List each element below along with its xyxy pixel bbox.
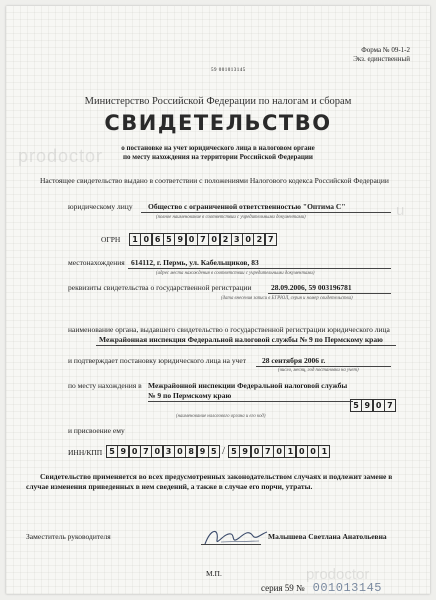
inn-kpp-separator: / bbox=[222, 445, 225, 457]
confirm-date: 28 сентября 2006 г. bbox=[262, 356, 326, 365]
entity-label: юридическому лицу bbox=[68, 202, 133, 211]
inn-digit: 5 bbox=[208, 445, 220, 458]
registration-hint: (дата внесения записи в ЕГРЮЛ, серия и номер свидетельства) bbox=[221, 296, 353, 301]
tax-code-digit: 9 bbox=[361, 399, 373, 412]
inn-digit: 8 bbox=[185, 445, 197, 458]
issuer-label: наименование органа, выдавшего свидетельство о государственной регистрации юридического лица bbox=[68, 325, 390, 334]
watermark-text-right: u bbox=[396, 202, 405, 219]
kpp-digit: 9 bbox=[239, 445, 251, 458]
place-value: Межрайонной инспекции Федеральной налоговой службы № 9 по Пермскому краю bbox=[148, 381, 353, 402]
stamp-place: М.П. bbox=[206, 569, 222, 578]
deputy-name: Малышева Светлана Анатольевна bbox=[268, 532, 387, 541]
ogrn-digit: 0 bbox=[140, 233, 152, 246]
document-title: СВИДЕТЕЛЬСТВО bbox=[104, 111, 332, 135]
subtitle-line-1: о постановке на учет юридического лица в налоговом органе bbox=[121, 144, 315, 152]
address-value: 614112, г. Пермь, ул. Кабельщиков, 83 bbox=[131, 258, 259, 267]
confirm-label: и подтверждает постановку юридического лица на учет bbox=[68, 356, 247, 365]
series-label: серия 59 № bbox=[261, 583, 305, 593]
inn-kpp-cells bbox=[106, 445, 330, 458]
ogrn-digit: 2 bbox=[220, 233, 232, 246]
ogrn-digit: 7 bbox=[265, 233, 277, 246]
confirm-hint: (число, месяц, год постановки на учет) bbox=[278, 368, 359, 373]
place-label: по месту нахождения в bbox=[68, 381, 142, 390]
inn-digit: 3 bbox=[163, 445, 175, 458]
kpp-digit: 0 bbox=[296, 445, 308, 458]
watermark-text-bottom: prodoctor bbox=[306, 566, 370, 583]
inn-digit: 0 bbox=[174, 445, 186, 458]
ogrn-label: ОГРН bbox=[101, 235, 121, 244]
kpp-digit: 0 bbox=[273, 445, 285, 458]
inn-digit: 7 bbox=[140, 445, 152, 458]
inn-digit: 9 bbox=[197, 445, 209, 458]
inn-digit: 0 bbox=[129, 445, 141, 458]
kpp-digit: 1 bbox=[318, 445, 330, 458]
ogrn-digit: 7 bbox=[197, 233, 209, 246]
place-hint: (наименование налогового органа и его код) bbox=[176, 414, 266, 419]
intro-text: Настоящее свидетельство выдано в соответствии с положениями Налогового кодекса Российской Федерации bbox=[40, 176, 389, 185]
ogrn-digit: 3 bbox=[231, 233, 243, 246]
inn-kpp-label: ИНН/КПП bbox=[68, 448, 103, 457]
entity-value: Общество с ограниченной ответственностью "Оптима С" bbox=[148, 202, 346, 211]
kpp-digit: 7 bbox=[262, 445, 274, 458]
kpp-digit: 5 bbox=[228, 445, 240, 458]
ogrn-cells bbox=[129, 233, 276, 246]
kpp-digit: 0 bbox=[307, 445, 319, 458]
address-label: местонахождения bbox=[68, 258, 125, 267]
registration-value: 28.09.2006, 59 003196781 bbox=[271, 283, 352, 292]
inn-cells bbox=[106, 445, 219, 458]
form-number-block bbox=[353, 46, 410, 64]
ministry-name: Министерство Российской Федерации по налогам и сборам bbox=[84, 96, 352, 107]
ogrn-digit: 5 bbox=[163, 233, 175, 246]
series-block bbox=[261, 581, 382, 595]
ogrn-digit: 0 bbox=[208, 233, 220, 246]
form-number: Форма № 09-1-2 bbox=[361, 46, 410, 54]
notice-text: Свидетельство применяется во всех предусмотренных законодательством случаях и подлежит замене в случае изменения приведенных в нем сведений, а также в случае его порчи, утраты. bbox=[26, 472, 393, 491]
tax-code-cells bbox=[350, 399, 395, 412]
tax-code-digit: 7 bbox=[384, 399, 396, 412]
ogrn-digit: 0 bbox=[186, 233, 198, 246]
document-subtitle bbox=[6, 144, 430, 162]
entity-hint: (полное наименование в соответствии с учредительными документами) bbox=[156, 215, 306, 220]
ogrn-digit: 2 bbox=[253, 233, 265, 246]
subtitle-line-2: по месту нахождения на территории Российской Федерации bbox=[123, 153, 313, 161]
issuer-value: Межрайонная инспекция Федеральной налоговой службы № 9 по Пермскому краю bbox=[99, 335, 383, 344]
inn-digit: 0 bbox=[151, 445, 163, 458]
kpp-cells bbox=[228, 445, 330, 458]
top-serial: 59 001013145 bbox=[211, 68, 246, 73]
kpp-digit: 1 bbox=[284, 445, 296, 458]
tax-code-digit: 0 bbox=[373, 399, 385, 412]
ogrn-digit: 0 bbox=[242, 233, 254, 246]
tax-code-digit: 5 bbox=[350, 399, 362, 412]
series-number: 001013145 bbox=[312, 581, 382, 595]
inn-digit: 9 bbox=[117, 445, 129, 458]
copy-note: Экз. единственный bbox=[353, 55, 410, 63]
inn-digit: 5 bbox=[106, 445, 118, 458]
deputy-label: Заместитель руководителя bbox=[26, 532, 111, 541]
registration-label: реквизиты свидетельства о государственной регистрации bbox=[68, 283, 252, 292]
ogrn-digit: 1 bbox=[129, 233, 141, 246]
watermark-text: prodoctor bbox=[18, 146, 104, 166]
signature-underline bbox=[201, 534, 261, 545]
ogrn-digit: 6 bbox=[152, 233, 164, 246]
assigned-label: и присвоение ему bbox=[68, 426, 125, 435]
ogrn-digit: 9 bbox=[174, 233, 186, 246]
certificate-page bbox=[6, 6, 430, 594]
kpp-digit: 0 bbox=[251, 445, 263, 458]
address-hint: (адрес места нахождения в соответствии с учредительными документами) bbox=[156, 271, 315, 276]
